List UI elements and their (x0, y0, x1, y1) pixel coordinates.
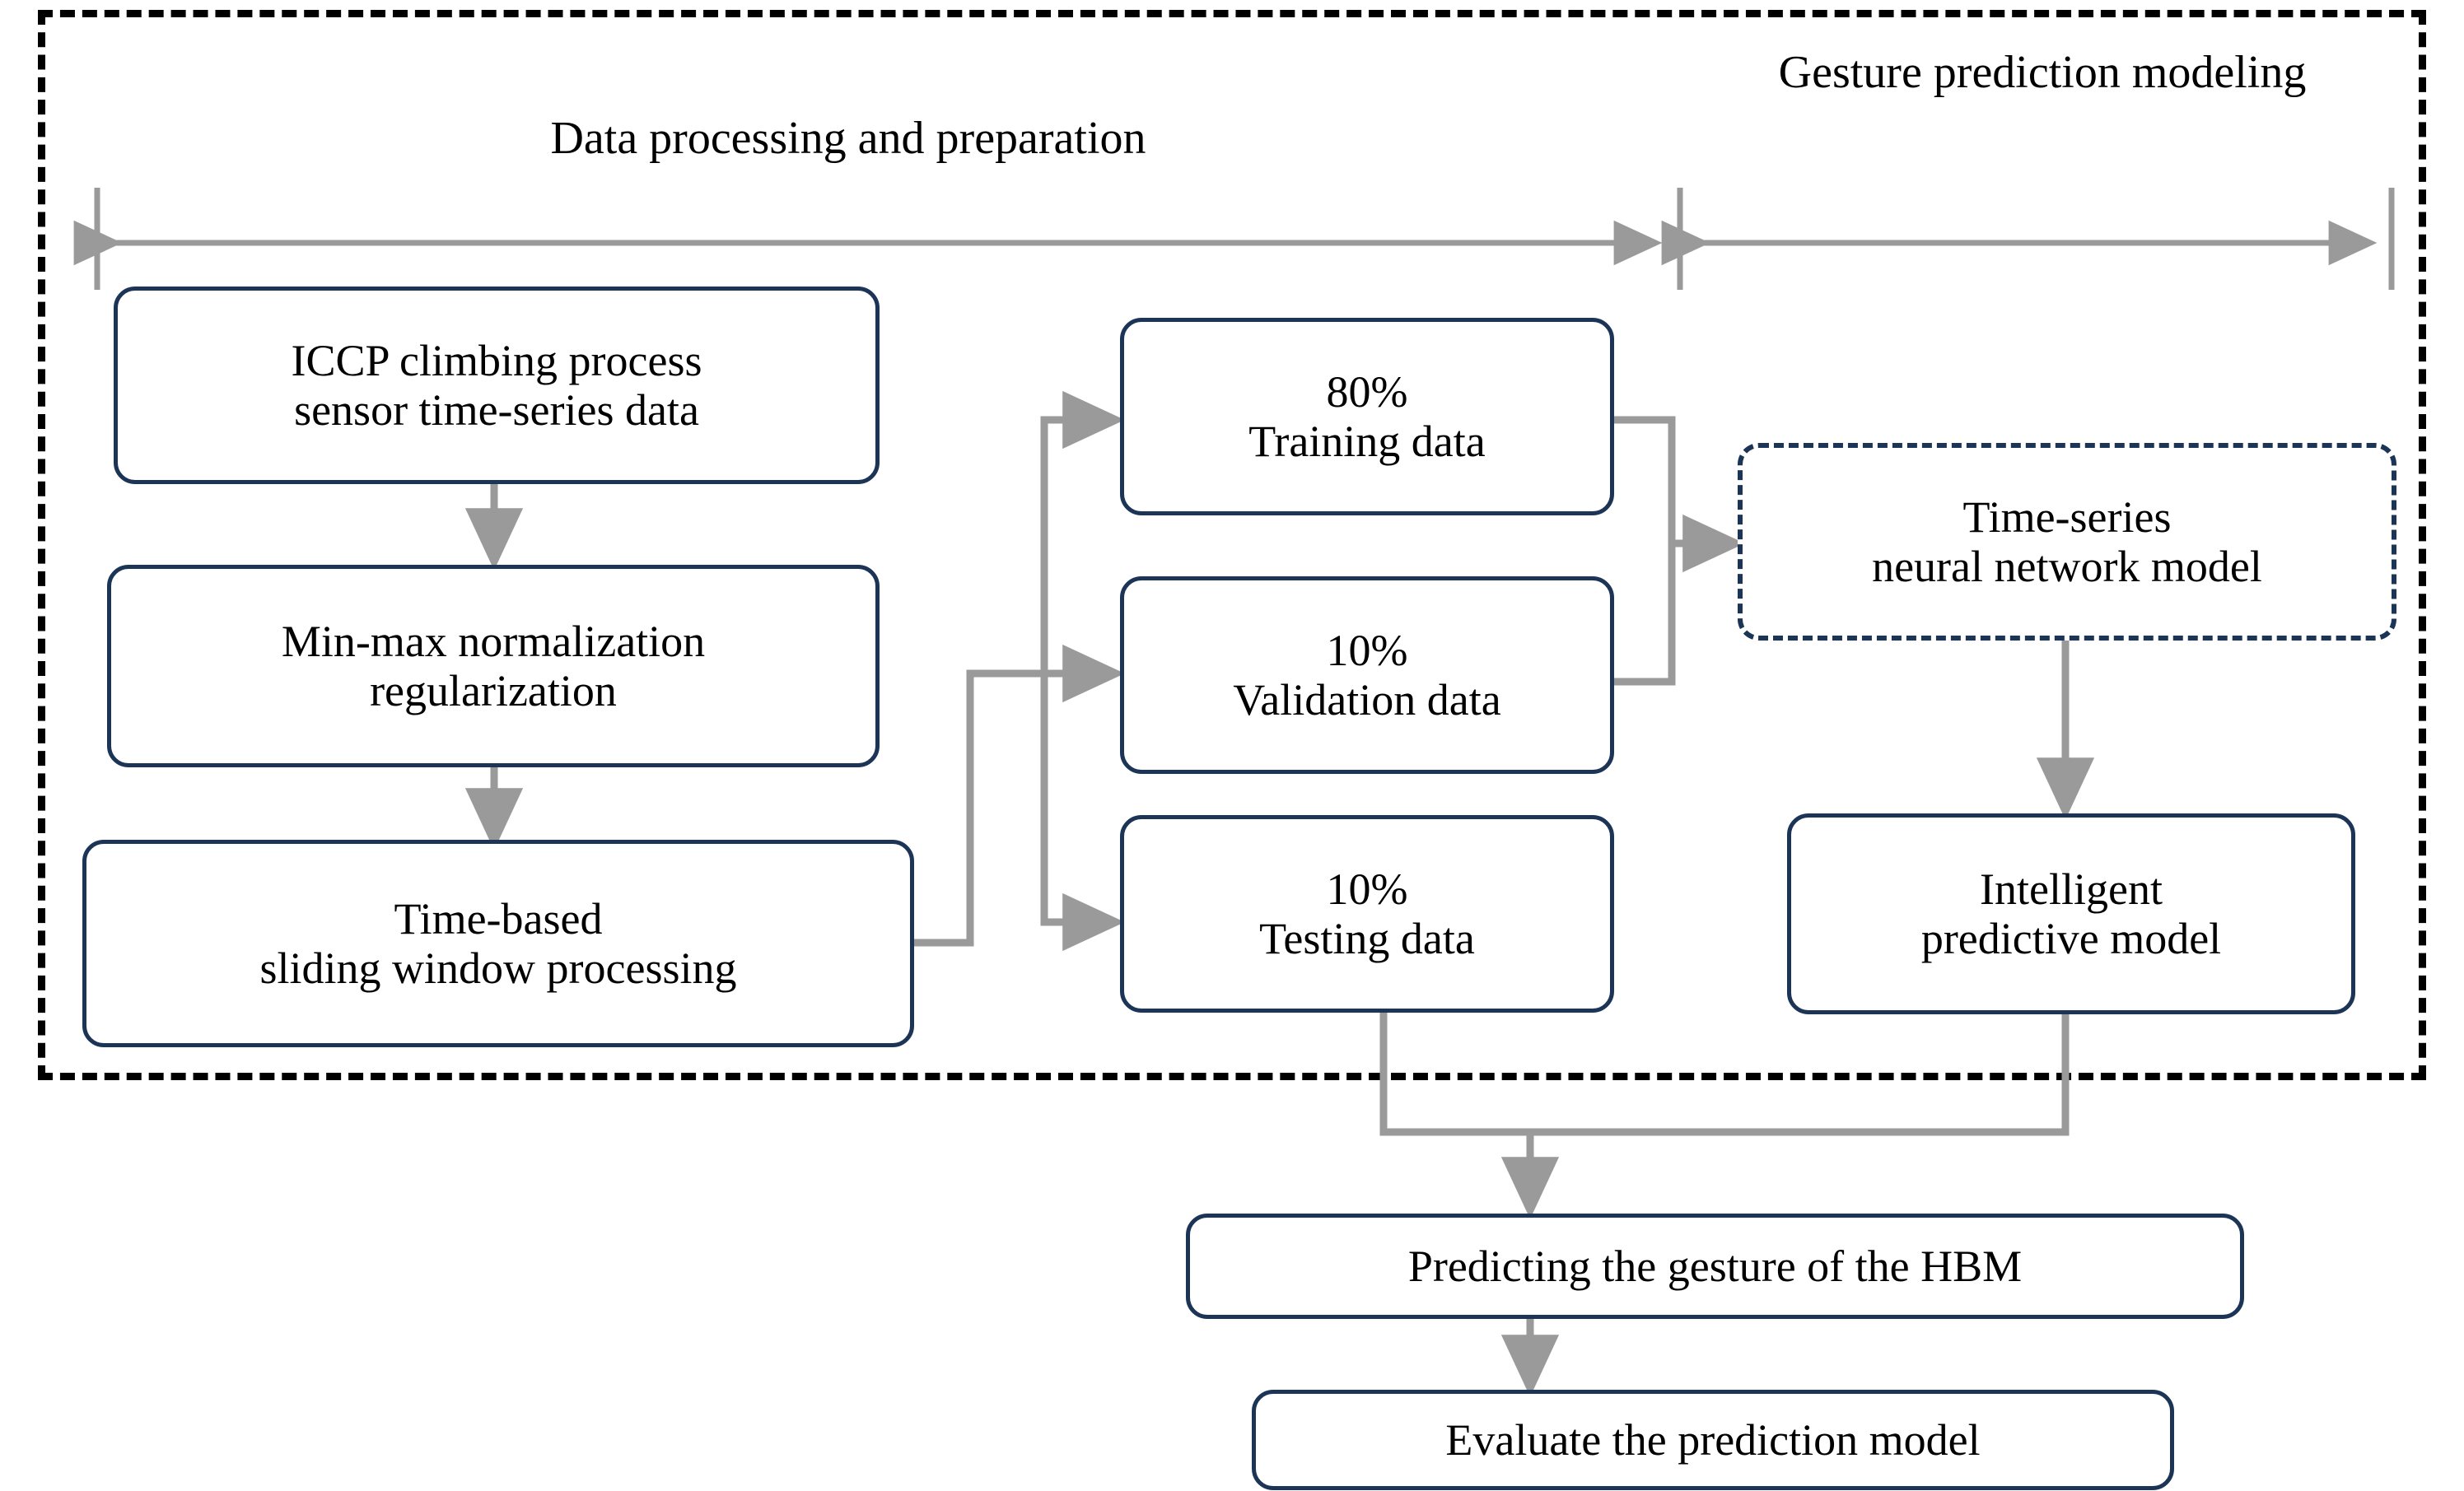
node-validation-data-percent: 10% (1326, 625, 1408, 675)
node-predict-gesture[interactable] (1186, 1214, 2244, 1319)
node-training-data-label: Training data (1248, 417, 1486, 466)
phase-label-text: Data processing and preparation (550, 113, 1146, 164)
node-evaluate-model[interactable] (1252, 1390, 2174, 1490)
phase-label-text-line1: Gesture prediction (1778, 47, 2121, 98)
node-testing-data-label: Testing data (1259, 914, 1475, 963)
node-predict-gesture-label: Predicting the gesture of the HBM (1407, 1241, 2023, 1291)
node-validation-data-label: Validation data (1233, 675, 1501, 725)
node-sensor-data-line2: sensor time-series data (294, 385, 699, 435)
node-neural-network-model-line1: Time-series (1962, 492, 2172, 542)
phase-label-text-line2: modeling (2131, 47, 2307, 98)
phase-label-gesture-modeling (1696, 45, 2388, 100)
node-predictive-model-line1: Intelligent (1980, 864, 2163, 914)
node-normalization-line1: Min-max normalization (281, 616, 706, 666)
node-normalization[interactable] (107, 565, 880, 767)
phase-label-data-processing (272, 111, 1425, 165)
node-sliding-window[interactable] (82, 840, 914, 1047)
node-predictive-model[interactable] (1787, 813, 2355, 1014)
node-neural-network-model[interactable] (1738, 443, 2396, 641)
node-training-data-percent: 80% (1326, 366, 1408, 417)
node-training-data[interactable] (1120, 318, 1614, 515)
node-normalization-line2: regularization (370, 666, 617, 715)
node-evaluate-model-label: Evaluate the prediction model (1445, 1414, 1981, 1465)
node-predictive-model-line2: predictive model (1920, 914, 2222, 963)
node-testing-data-percent: 10% (1326, 864, 1408, 914)
node-sliding-window-line1: Time-based (394, 893, 603, 944)
node-sensor-data[interactable] (114, 287, 880, 484)
node-sliding-window-line2: sliding window processing (259, 944, 737, 993)
node-neural-network-model-line2: neural network model (1872, 542, 2262, 591)
node-validation-data[interactable] (1120, 576, 1614, 774)
node-sensor-data-line1: ICCP climbing process (291, 335, 702, 385)
node-testing-data[interactable] (1120, 815, 1614, 1013)
